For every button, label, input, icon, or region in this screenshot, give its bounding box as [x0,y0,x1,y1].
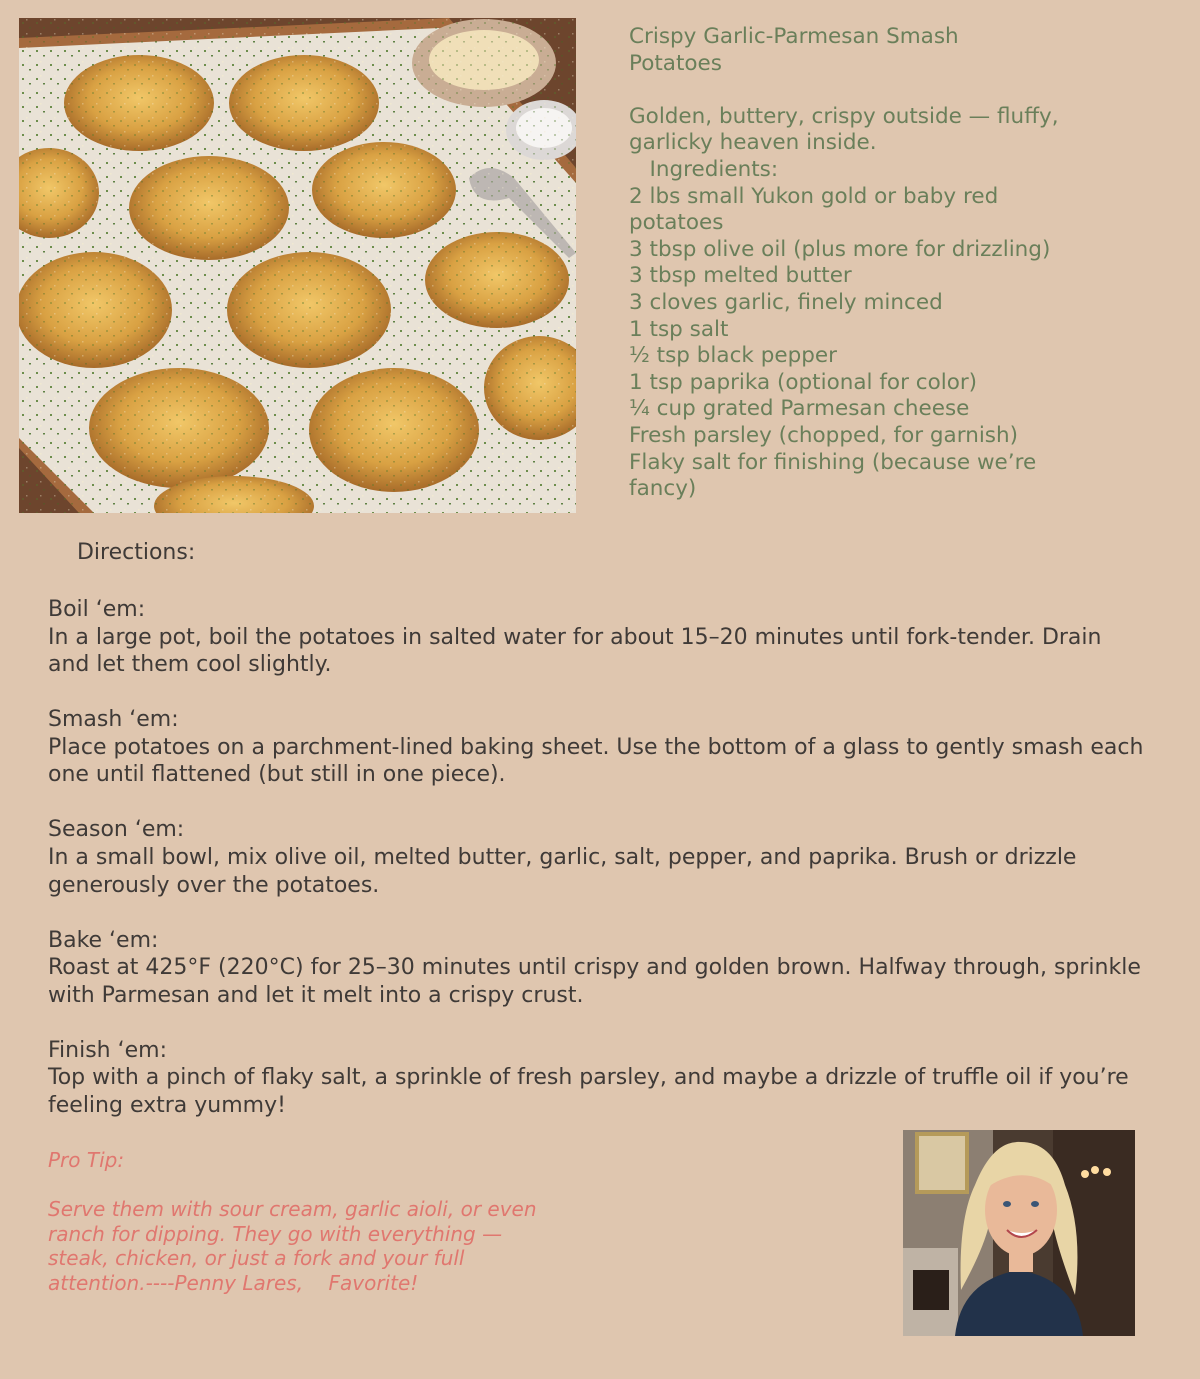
direction-step [48,816,1148,899]
pro-tip-line: Serve them with sour cream, garlic aioli, or even [48,1197,537,1221]
step-title: Boil ‘em: [48,597,146,622]
pro-tip-line: ranch for dipping. They go with everything — [48,1221,503,1246]
ingredient-item: fancy) [629,476,697,502]
pro-tip-label: Pro Tip: [48,1148,125,1172]
recipe-title [629,24,1089,77]
directions-heading: Directions: [63,540,196,565]
recipe-title-line: Potatoes [629,50,722,76]
ingredient-item: Flaky salt for finishing (because we’re [629,449,1037,475]
ingredient-item: 3 cloves garlic, finely minced [629,289,943,315]
direction-step [48,706,1148,789]
direction-step [48,1037,1148,1120]
recipe-description-line: garlicky heaven inside. [629,130,877,156]
step-title: Bake ‘em: [48,927,159,953]
step-text: In a small bowl, mix olive oil, melted butter, garlic, salt, pepper, and paprika. Brush or drizzle generously over the potatoes. [48,844,1077,898]
recipe-title-line: Crispy Garlic-Parmesan Smash [629,24,959,49]
ingredient-item: 1 tsp salt [629,316,729,342]
step-text: Top with a pinch of flaky salt, a sprinkle of fresh parsley, and maybe a drizzle of truffle oil if you’re feeling extra yummy! [48,1065,1129,1118]
pro-tip-line: attention.----Penny Lares, Favorite! [48,1270,419,1295]
recipe-header [629,24,1089,503]
spacer [629,77,1089,104]
step-text: In a large pot, boil the potatoes in salted water for about 15–20 minutes until fork-tender. Drain and let them cool slightly. [48,624,1102,678]
step-text: Roast at 425°F (220°C) for 25–30 minutes until crispy and golden brown. Halfway through, sprinkle with Parmesan and let it melt into a crispy crust. [48,955,1141,1008]
ingredient-item: ¼ cup grated Parmesan cheese [629,396,970,422]
pro-tip [48,1148,568,1295]
recipe-description-line: Golden, buttery, crispy outside — fluffy, [629,103,1059,129]
ingredient-item: Fresh parsley (chopped, for garnish) [629,422,1019,448]
ingredient-item: 3 tbsp olive oil (plus more for drizzling) [629,236,1051,262]
direction-step [48,596,1148,679]
pro-tip-line: steak, chicken, or just a fork and your full [48,1246,465,1270]
smashed-potatoes-photo [19,18,576,513]
ingredient-item: potatoes [629,210,724,236]
ingredient-item: 1 tsp paprika (optional for color) [629,369,978,395]
ingredients-list [629,184,1089,503]
step-title: Finish ‘em: [48,1037,167,1063]
directions-list [48,596,1148,1147]
step-text: Place potatoes on a parchment-lined baking sheet. Use the bottom of a glass to gently smash each one until flattened (but still in one piece). [48,734,1144,788]
step-title: Season ‘em: [48,817,185,843]
ingredient-item: ½ tsp black pepper [629,343,837,369]
author-portrait-photo [903,1130,1135,1336]
direction-step [48,927,1148,1010]
step-title: Smash ‘em: [48,707,179,733]
ingredients-heading: Ingredients: [629,156,779,182]
ingredient-item: 2 lbs small Yukon gold or baby red [629,183,999,209]
ingredient-item: 3 tbsp melted butter [629,263,852,289]
